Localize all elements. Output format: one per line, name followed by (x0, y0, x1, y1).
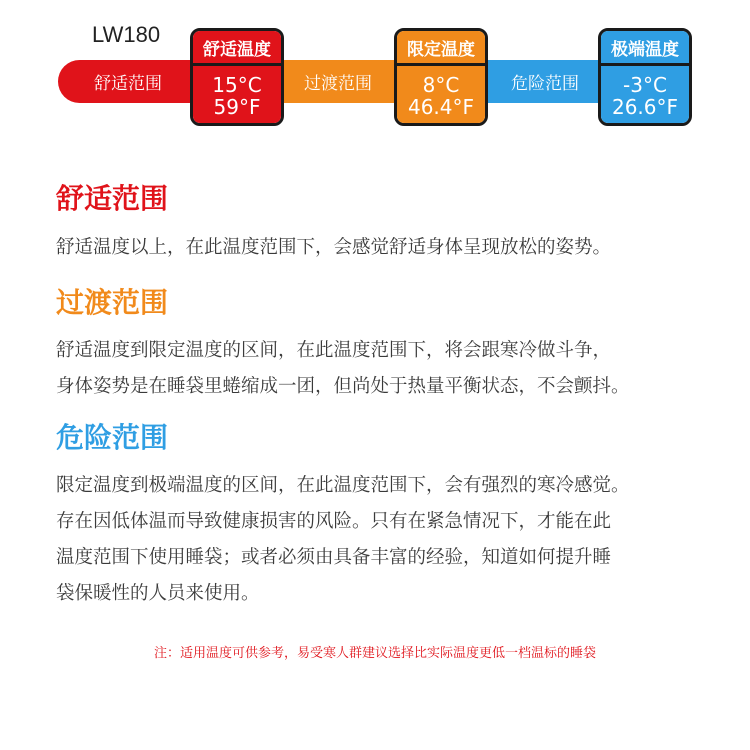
transition-range-heading: 过渡范围 (56, 286, 169, 319)
temperature-scale-bar (0, 0, 750, 140)
comfort-range-heading: 舒适范围 (56, 182, 169, 215)
comfort-temperature-title: 舒适温度 (193, 31, 281, 63)
comfort-range-segment: 舒适范围 (58, 60, 198, 103)
danger-range-description (56, 468, 716, 612)
usage-note: 注：适用温度可供参考，易受寒人群建议选择比实际温度更低一档温标的睡袋 (153, 646, 596, 661)
extreme-temperature-title: 极端温度 (601, 31, 689, 63)
limit-celsius: 8°C (422, 73, 460, 97)
transition-range-segment: 过渡范围 (276, 60, 400, 103)
comfort-range-description (56, 230, 716, 266)
description-line: 存在因低体温而导致健康损害的风险。只有在紧急情况下，才能在此 (56, 511, 612, 532)
comfort-temperature-values (193, 66, 281, 126)
comfort-celsius: 15°C (212, 73, 262, 97)
limit-temperature-title: 限定温度 (397, 31, 485, 63)
extreme-temperature-marker (598, 28, 692, 126)
limit-fahrenheit: 46.4°F (407, 95, 475, 119)
extreme-celsius: -3°C (623, 73, 667, 97)
model-label: LW180 (92, 22, 161, 47)
transition-range-description (56, 333, 716, 405)
description-line: 舒适温度到限定温度的区间，在此温度范围下，将会跟寒冷做斗争， (56, 340, 612, 361)
description-line: 温度范围下使用睡袋；或者必须由具备丰富的经验，知道如何提升睡 (56, 547, 612, 568)
extreme-temperature-values (601, 66, 689, 126)
description-line: 限定温度到极端温度的区间，在此温度范围下，会有强烈的寒冷感觉。 (56, 475, 630, 496)
limit-temperature-marker (394, 28, 488, 126)
comfort-temperature-marker (190, 28, 284, 126)
description-line: 身体姿势是在睡袋里蜷缩成一团，但尚处于热量平衡状态，不会颤抖。 (56, 376, 630, 397)
danger-range-heading: 危险范围 (56, 421, 169, 454)
comfort-fahrenheit: 59°F (213, 95, 261, 119)
description-line: 袋保暖性的人员来使用。 (56, 583, 260, 604)
extreme-fahrenheit: 26.6°F (611, 95, 679, 119)
limit-temperature-values (397, 66, 485, 126)
description-line: 舒适温度以上，在此温度范围下，会感觉舒适身体呈现放松的姿势。 (56, 237, 612, 258)
danger-range-segment: 危险范围 (480, 60, 610, 103)
